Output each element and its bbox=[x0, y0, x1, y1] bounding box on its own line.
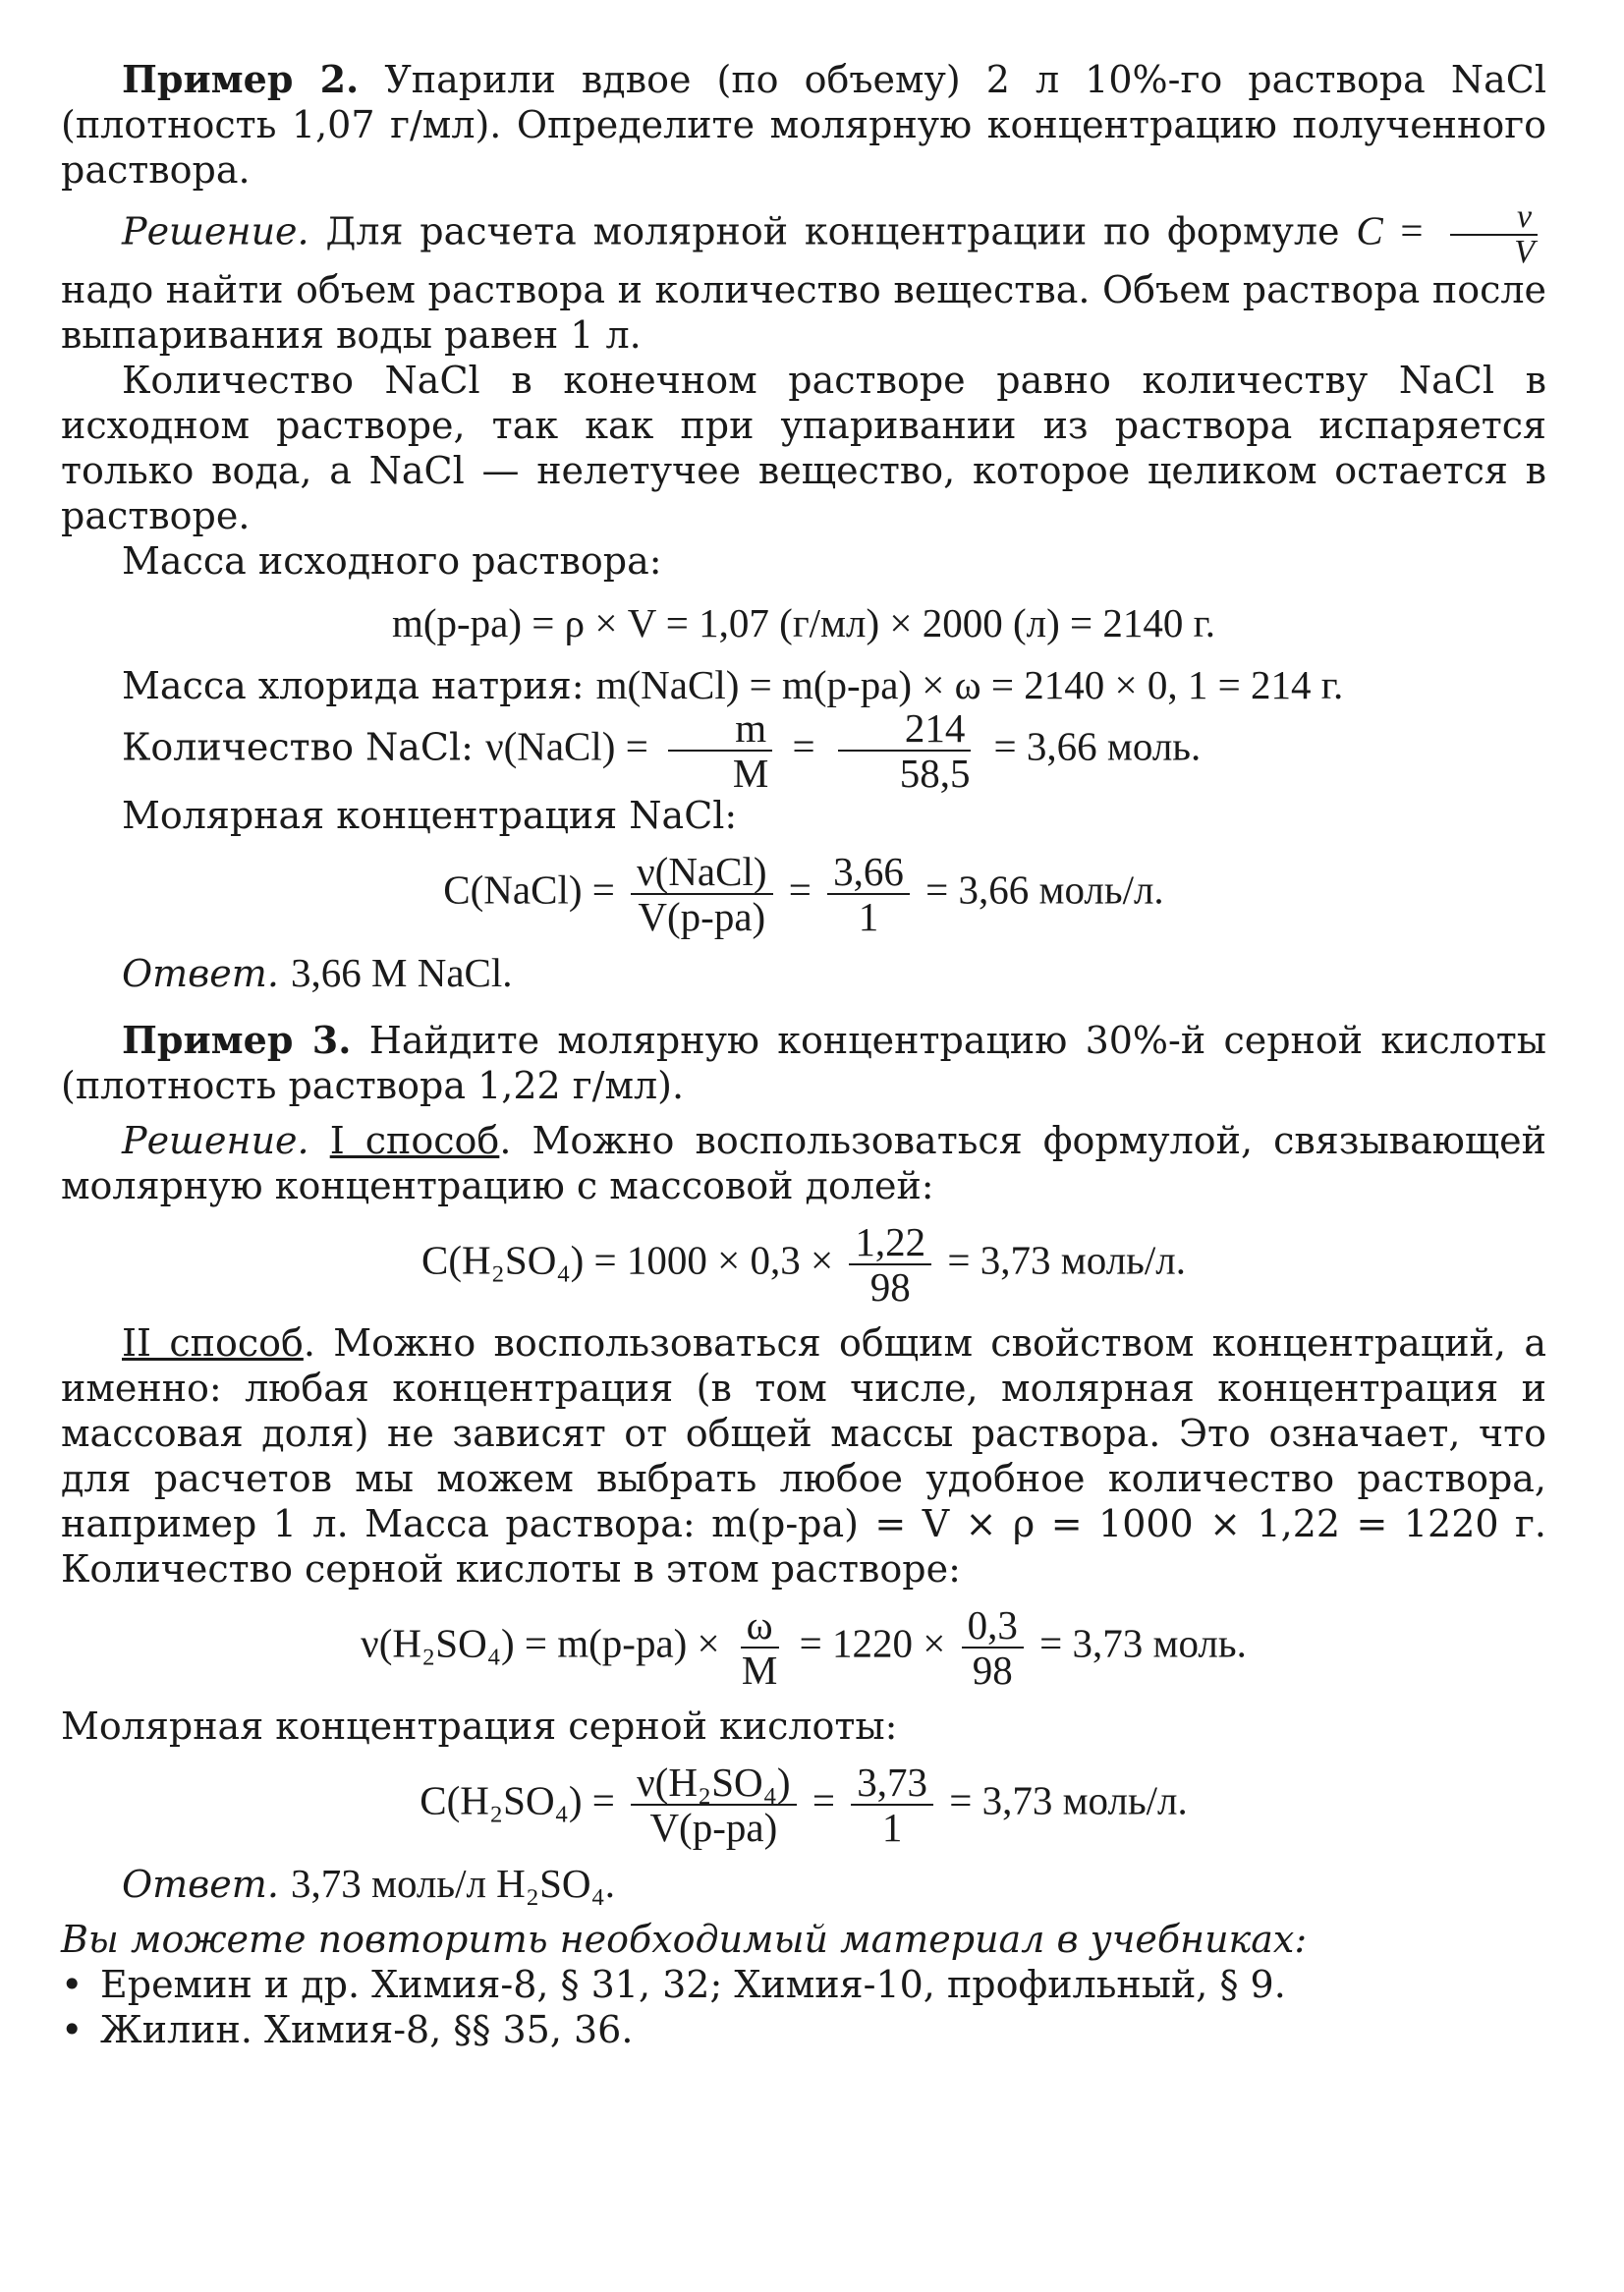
amount-fraction-2-den: 58,5 bbox=[899, 751, 971, 796]
formula-denominator: V bbox=[1514, 234, 1535, 270]
eq1-fraction-den: 98 bbox=[869, 1264, 911, 1310]
eq-c-fraction-1-num: ν(NaCl) bbox=[631, 852, 772, 895]
eq3-fraction-2 bbox=[851, 1760, 933, 1850]
example2-answer bbox=[61, 950, 1546, 996]
example3-label: Пример 3. bbox=[122, 1018, 352, 1062]
method1-label: I способ bbox=[329, 1119, 500, 1162]
example3-solution-label: Решение. bbox=[122, 1119, 309, 1162]
amount-fraction-1-num: m bbox=[668, 708, 772, 752]
eq-c-result: = 3,66 моль/л. bbox=[925, 866, 1164, 913]
eq1-fraction bbox=[849, 1219, 931, 1310]
reference-item: • Жилин. Химия-8, §§ 35, 36. bbox=[61, 2007, 1546, 2052]
method2-label: II способ bbox=[122, 1321, 304, 1365]
formula-numerator: ν bbox=[1450, 202, 1538, 236]
example2-paragraph2: Количество NaCl в конечном растворе равно количеству NaCl в исходном растворе, так как при упаривании из раствора испаряется только вода, а NaCl — нелетучее вещество, которое целиком остается в растворе. bbox=[61, 359, 1546, 537]
example2-label: Пример 2. bbox=[122, 57, 360, 101]
eq3-fraction-1-num: ν(H₂SO₄) bbox=[631, 1762, 796, 1806]
eq2-lhs: ν(H₂SO₄) = m(р-ра) × bbox=[361, 1620, 720, 1666]
example3-method2 bbox=[61, 1320, 1546, 1592]
method1-text: . Можно воспользоваться формулой, связывающей молярную концентрацию с массовой долей: bbox=[61, 1119, 1546, 1207]
eq-c-fraction-1-den: V(р-ра) bbox=[638, 894, 766, 939]
equation-method2-amount bbox=[61, 1602, 1546, 1693]
amount-fraction-2 bbox=[833, 705, 977, 796]
example2-solution bbox=[61, 198, 1546, 358]
example3-problem bbox=[61, 1018, 1546, 1108]
eq1-lhs: C(H₂SO₄) = 1000 × 0,3 × bbox=[421, 1237, 834, 1283]
example2-answer-value: 3,66 M NaCl. bbox=[291, 950, 513, 995]
amount-fraction-1 bbox=[666, 705, 774, 796]
example3-molar-label: Молярная концентрация серной кислоты: bbox=[61, 1705, 898, 1748]
eq3-lhs: C(H₂SO₄) = bbox=[420, 1777, 615, 1823]
example3-method1 bbox=[61, 1118, 1546, 1208]
equals-sign: = bbox=[792, 723, 815, 769]
references-intro: Вы можете повторить необходимый материал в учебниках: bbox=[61, 1918, 1308, 1961]
example2-answer-label: Ответ. bbox=[122, 952, 279, 995]
molar-label: Молярная концентрация NaCl: bbox=[122, 794, 738, 837]
example2-problem-text: Упарили вдвое (по объему) 2 л 10%-го раствора NaCl (плотность 1,07 г/мл). Определите молярную концентрацию полученного раствора. bbox=[61, 58, 1547, 192]
example2-solution-label: Решение. bbox=[122, 209, 309, 253]
eq3-fraction-2-num: 3,73 bbox=[851, 1762, 933, 1806]
eq3-fraction-1-den: V(р-ра) bbox=[649, 1805, 778, 1850]
equals-sign: = bbox=[788, 866, 812, 913]
eq2-fraction-2-den: 98 bbox=[972, 1648, 1013, 1693]
eq2-mid: = 1220 × bbox=[799, 1620, 946, 1666]
eq2-result: = 3,73 моль. bbox=[1039, 1620, 1247, 1666]
eq2-fraction-1-den: M bbox=[741, 1648, 778, 1693]
eq-c-fraction-2-num: 3,66 bbox=[827, 852, 910, 895]
nacl-mass-label: Масса хлорида натрия: bbox=[122, 664, 585, 707]
amount-label: Количество NaCl: bbox=[122, 725, 474, 769]
formula-fraction bbox=[1447, 198, 1540, 270]
amount-fraction-2-num: 214 bbox=[838, 708, 972, 752]
eq-c-fraction-2 bbox=[827, 849, 910, 939]
reference-item: • Еремин и др. Химия-8, § 31, 32; Химия-10, профильный, § 9. bbox=[61, 1962, 1546, 2007]
eq1-fraction-num: 1,22 bbox=[849, 1222, 931, 1265]
eq2-fraction-1-num: ω bbox=[741, 1605, 779, 1649]
eq-c-fraction-1 bbox=[631, 849, 772, 939]
nacl-mass-line bbox=[61, 662, 1546, 708]
example2-solution-intro: Для расчета молярной концентрации по формуле bbox=[325, 209, 1340, 253]
example3-answer-value: 3,73 моль/л H₂SO₄. bbox=[291, 1861, 616, 1906]
example3-answer bbox=[61, 1861, 1546, 1907]
amount-fraction-1-den: M bbox=[732, 751, 769, 796]
equation-concentration-h2so4 bbox=[61, 1760, 1546, 1850]
eq2-fraction-2 bbox=[962, 1602, 1024, 1693]
example2-problem bbox=[61, 57, 1546, 193]
formula-lhs: C = bbox=[1356, 207, 1426, 253]
eq2-fraction-2-num: 0,3 bbox=[962, 1605, 1024, 1649]
eq-c-fraction-2-den: 1 bbox=[858, 894, 879, 939]
amount-line bbox=[61, 705, 1546, 796]
method2-text: . Можно воспользоваться общим свойством концентраций, а именно: любая концентрация (в том числе, молярная концентрация и массовая доля) не зависят от общей массы раствора. Это означает, что для расчетов мы можем выбрать любое удобное количество раствора, например 1 л. Масса раствора: m(р-ра) = V × ρ = 1000 × 1,22 = 1220 г. Количество серной кислоты в этом растворе: bbox=[61, 1321, 1546, 1591]
eq2-fraction-1 bbox=[736, 1602, 783, 1693]
eq-c-lhs: C(NaCl) = bbox=[443, 866, 615, 913]
equation-concentration-nacl bbox=[61, 849, 1546, 939]
equation-mass: m(р-ра) = ρ × V = 1,07 (г/мл) × 2000 (л) = 2140 г. bbox=[391, 600, 1216, 645]
mass-intro: Масса исходного раствора: bbox=[122, 539, 662, 583]
eq3-fraction-1 bbox=[631, 1760, 796, 1850]
example3-problem-text: Найдите молярную концентрацию 30%-й серной кислоты (плотность раствора 1,22 г/мл). bbox=[61, 1019, 1546, 1107]
example3-answer-label: Ответ. bbox=[122, 1863, 279, 1906]
equals-sign: = bbox=[812, 1777, 835, 1823]
amount-result: = 3,66 моль. bbox=[993, 723, 1202, 769]
textbook-page bbox=[61, 57, 1546, 2052]
nacl-mass-equation: m(NaCl) = m(р-ра) × ω = 2140 × 0, 1 = 214 г. bbox=[595, 662, 1344, 707]
eq1-result: = 3,73 моль/л. bbox=[947, 1237, 1186, 1283]
example2-solution-rest: надо найти объем раствора и количество вещества. Объем раствора после выпаривания воды равен 1 л. bbox=[61, 268, 1546, 357]
equation-method1 bbox=[61, 1219, 1546, 1310]
eq3-fraction-2-den: 1 bbox=[881, 1805, 903, 1850]
eq3-result: = 3,73 моль/л. bbox=[949, 1777, 1188, 1823]
amount-lhs: ν(NaCl) = bbox=[485, 723, 648, 769]
